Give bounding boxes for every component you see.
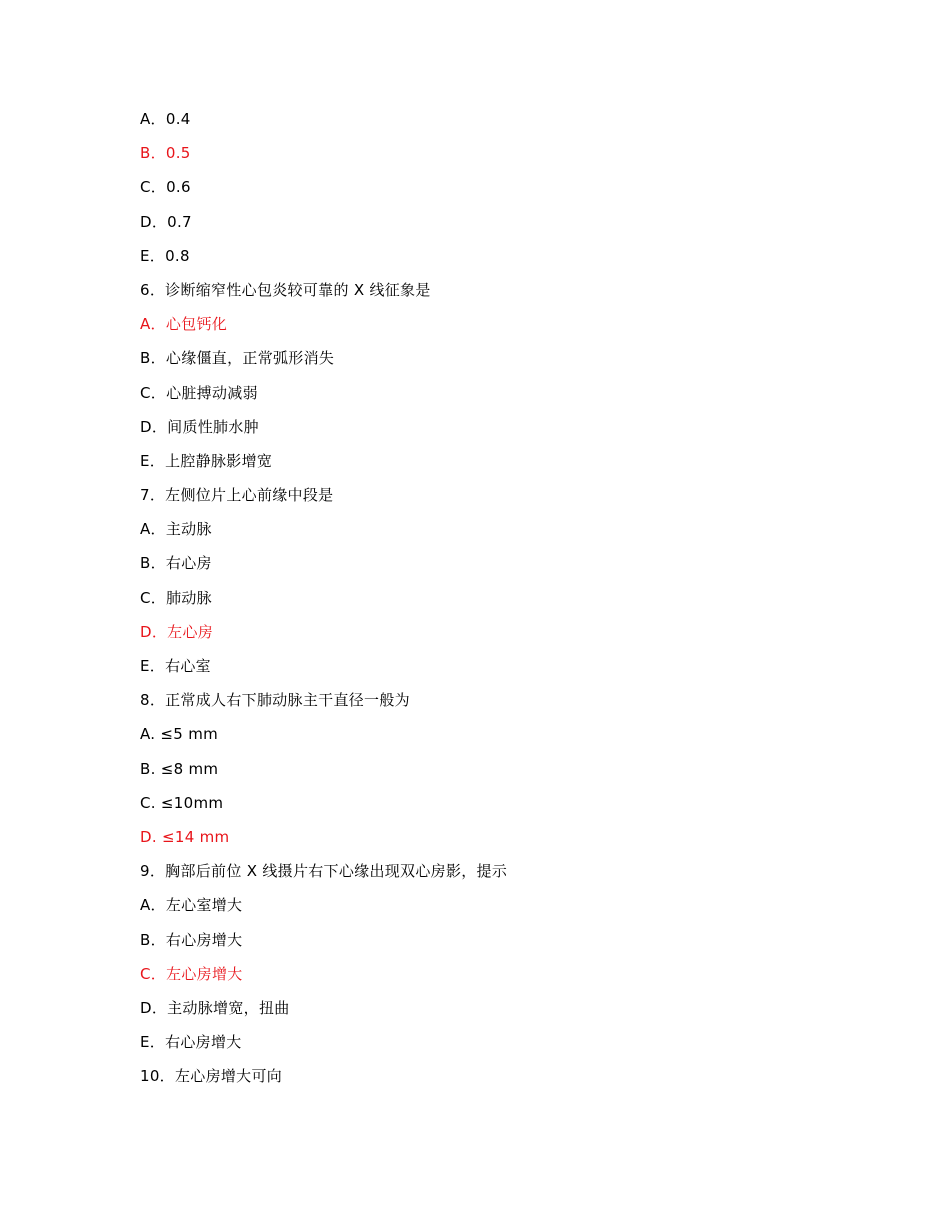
option-line: C．0.6 (140, 178, 191, 197)
question-line: 10．左心房增大可向 (140, 1067, 283, 1086)
option-line: B．心缘僵直，正常弧形消失 (140, 349, 335, 368)
option-line: B．0.5 (140, 144, 191, 163)
option-line: B. ≤8 mm (140, 759, 219, 778)
option-line: E．右心室 (140, 657, 211, 675)
option-line: C．心脏搏动减弱 (140, 383, 258, 402)
option-line: A．左心室增大 (140, 896, 243, 915)
option-line: A. ≤5 mm (140, 725, 219, 744)
option-line: A．主动脉 (140, 520, 212, 539)
option-line: A．0.4 (140, 110, 191, 128)
option-line: D. ≤14 mm (140, 827, 230, 846)
option-line: D．主动脉增宽，扭曲 (140, 998, 290, 1017)
question-line: 6．诊断缩窄性心包炎较可靠的 X 线征象是 (140, 280, 431, 299)
question-list (140, 108, 900, 1099)
option-line: C．肺动脉 (140, 588, 212, 607)
option-line: A．心包钙化 (140, 315, 228, 334)
option-line: D．左心房 (140, 622, 214, 641)
question-line: 7．左侧位片上心前缘中段是 (140, 486, 334, 505)
question-line: 9．胸部后前位 X 线摄片右下心缘出现双心房影，提示 (140, 862, 508, 881)
option-line: B．右心房 (140, 554, 212, 573)
option-line: C. ≤10mm (140, 793, 224, 812)
option-line: E．上腔静脉影增宽 (140, 451, 273, 470)
option-line: D．间质性肺水肿 (140, 417, 259, 436)
option-line: C．左心房增大 (140, 964, 243, 983)
question-line: 8．正常成人右下肺动脉主干直径一般为 (140, 691, 410, 710)
option-line: E．0.8 (140, 246, 190, 265)
option-line: E．右心房增大 (140, 1033, 242, 1052)
option-line: D．0.7 (140, 212, 192, 231)
option-line: B．右心房增大 (140, 930, 243, 949)
